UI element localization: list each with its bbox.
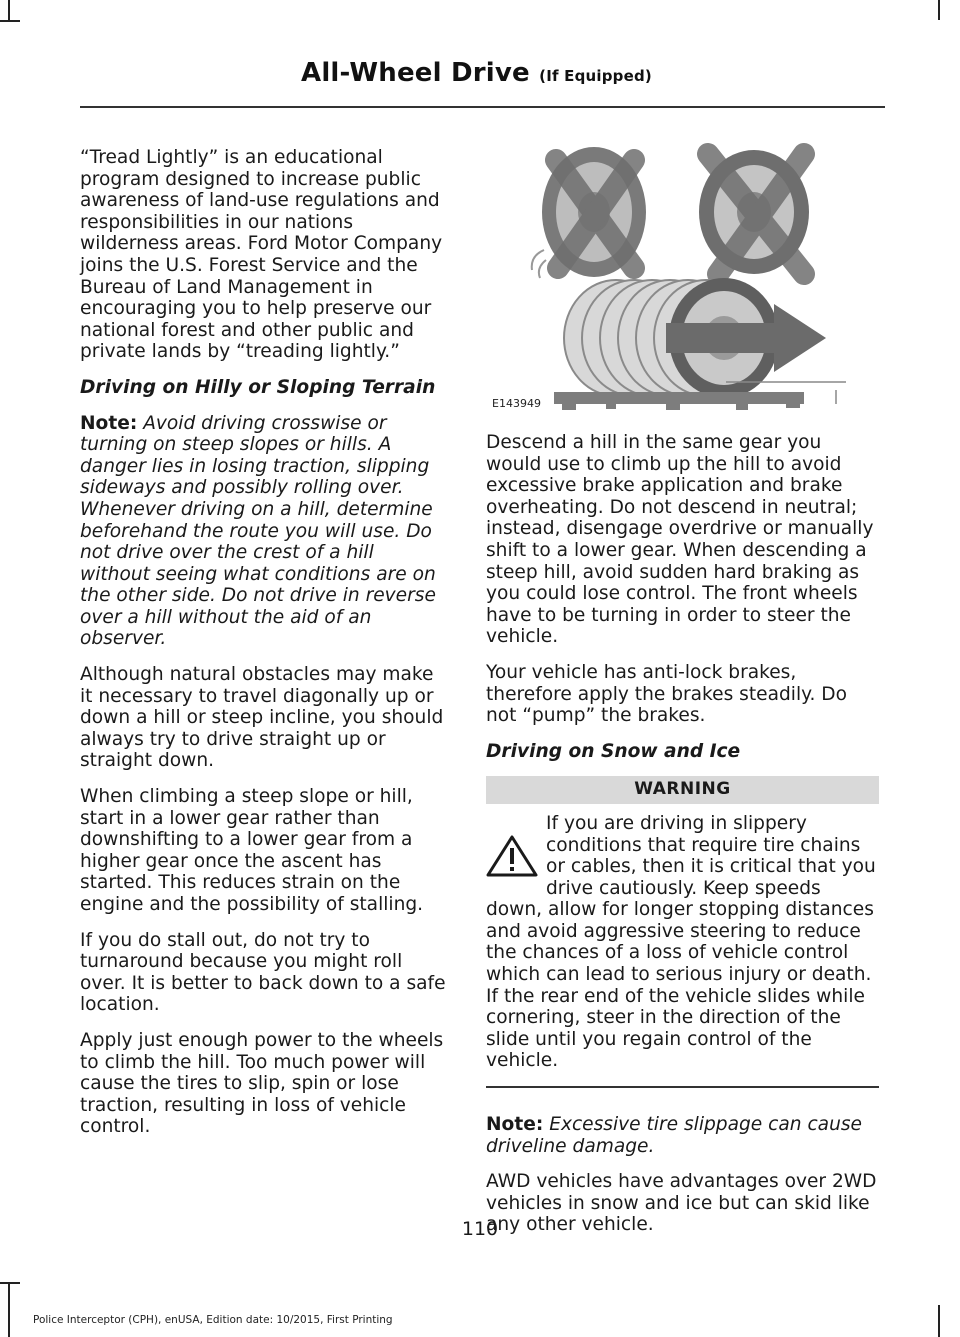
crop-mark [938,1305,940,1337]
right-column [486,432,879,1250]
crop-mark [0,1282,20,1284]
crop-mark [938,0,940,20]
page-title-main: All-Wheel Drive [301,58,530,88]
tire-illustration-graphic [486,140,879,412]
ground-tread-icon [554,392,804,410]
page-title-subtitle: (If Equipped) [539,67,652,85]
crop-mark [0,20,20,22]
left-column [80,147,448,1152]
paragraph-power: Apply just enough power to the wheels to climb the hill. Too much power will cause the tires to slip, spin or lose traction, resulting in loss of vehicle control. [80,1029,444,1138]
warning-title: WARNING [486,776,879,804]
warning-box [486,776,879,1088]
paragraph-climbing: When climbing a steep slope or hill, start in a lower gear rather than downshifting to a lower gear from a higher gear once the ascent has started. This reduces strain on the engine and the possibility of stalling. [80,786,424,915]
section-heading-hilly-terrain: Driving on Hilly or Sloping Terrain [80,376,436,398]
paragraph-diagonal: Although natural obstacles may make it necessary to travel diagonally up or down a hill or steep incline, you should always try to drive straight up or straight down. [80,664,444,772]
warning-text: If you are driving in slippery conditions that require tire chains or cables, then it is critical that you drive cautiously. Keep speeds down, allow for longer stopping distances and avoid aggressive steering to reduce the chances of a loss of vehicle control which can lead to serious injury or death. If the rear end of the vehicle slides while cornering, steer in the direction of the slide until you regain control of the vehicle. [486,812,876,1072]
note-text: Avoid driving crosswise or turning on steep slopes or hills. A danger lies in losing traction, slipping sideways and possibly rolling over. Whenever driving on a hill, determine beforehand the route you will use. Do not drive over the crest of a hill without seeing what conditions are on the other side. Do not drive in reverse over a hill without the aid of an observer. [80,412,436,650]
warning-triangle-icon [486,835,538,877]
section-heading-snow-ice: Driving on Snow and Ice [486,740,741,762]
note-label: Note: [486,1114,544,1136]
paragraph-stall: If you do stall out, do not try to turnaround because you might roll over. It is better to back down to a safe location. [80,929,446,1016]
page-title [301,58,652,88]
header-divider [80,106,885,108]
figure-code: E143949 [492,397,541,410]
note-text: Excessive tire slippage can cause driveline damage. [486,1114,862,1157]
crop-mark [8,0,10,20]
crop-mark [8,1282,10,1337]
warning-divider [486,1086,879,1088]
note-label: Note: [80,412,138,434]
paragraph-antilock: Your vehicle has anti-lock brakes, therefore apply the brakes steadily. Do not “pump” the brakes. [486,661,847,727]
warning-body [486,813,879,1072]
tire-illustration [486,140,879,412]
page-number: 110 [461,1218,499,1240]
note-tire-slippage [486,1114,879,1157]
intro-paragraph: “Tread Lightly” is an educational program designed to increase public awareness of land-use regulations and responsibilities in our nations wilderness areas. Ford Motor Company joins the U.S. Forest Service and the Bureau of Land Management in encouraging you to help preserve our national forest and other public and private lands by “treading lightly.” [80,147,443,363]
footer-edition: Police Interceptor (CPH), enUSA, Edition date: 10/2015, First Printing [33,1314,393,1326]
note-hilly-terrain [80,413,448,651]
paragraph-awd: AWD vehicles have advantages over 2WD vehicles in snow and ice but can skid like any other vehicle. [486,1171,877,1236]
paragraph-descend: Descend a hill in the same gear you would use to climb up the hill to avoid excessive brake application and brake overheating. Do not descend in neutral; instead, disengage overdrive or manually shift to a lower gear. When descending a steep hill, avoid sudden hard braking as you could lose control. The front wheels have to be turning in order to steer the vehicle. [486,432,874,648]
